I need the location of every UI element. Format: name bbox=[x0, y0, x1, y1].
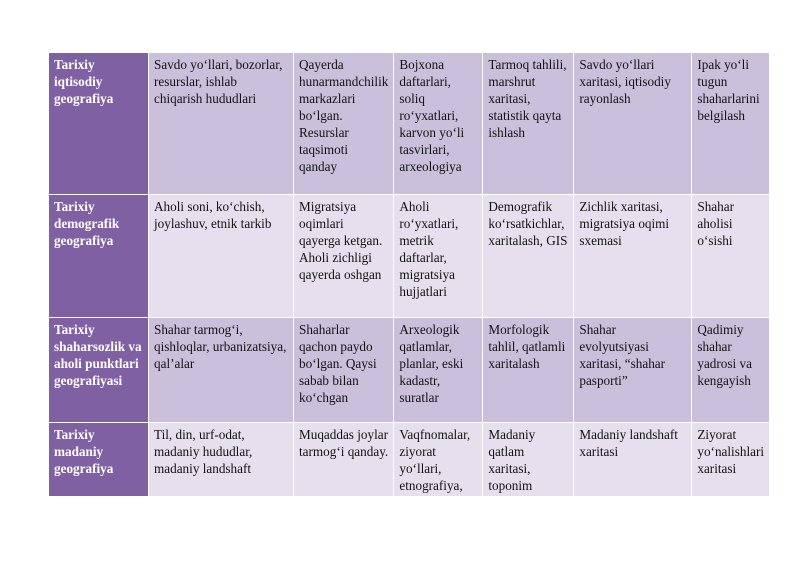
table-cell: Shaharlar qachon paydo bo‘lgan. Qaysi sabab bilan ko‘chgan bbox=[294, 318, 394, 423]
table-row bbox=[49, 195, 770, 318]
geography-table bbox=[48, 52, 770, 497]
table-cell: Til, din, urf-odat, madaniy hududlar, madaniy landshaft bbox=[149, 423, 294, 497]
table-cell: Aholi soni, ko‘chish, joylashuv, etnik tarkib bbox=[149, 195, 294, 318]
table-cell: Bojxona daftarlari, soliq ro‘yxatlari, karvon yo‘li tasvirlari, arxeologiya bbox=[394, 53, 483, 195]
table-cell: Shahar evolyutsiyasi xaritasi, “shahar pasporti” bbox=[574, 318, 692, 423]
table-cell: Ipak yo‘li tugun shaharlarini belgilash bbox=[692, 53, 770, 195]
table-cell: Ziyorat yo‘nalishlari xaritasi bbox=[692, 423, 770, 497]
table-cell: Demografik ko‘rsatkichlar, xaritalash, GIS bbox=[483, 195, 574, 318]
table-row bbox=[49, 53, 770, 195]
table-cell: Arxeologik qatlamlar, planlar, eski kadastr, suratlar bbox=[394, 318, 483, 423]
table-cell: Savdo yo‘llari xaritasi, iqtisodiy rayonlash bbox=[574, 53, 692, 195]
table-cell: Tarmoq tahlili, marshrut xaritasi, statistik qayta ishlash bbox=[483, 53, 574, 195]
table-cell: Qadimiy shahar yadrosi va kengayish bbox=[692, 318, 770, 423]
row-header: Tarixiy demografik geografiya bbox=[49, 195, 149, 318]
table-cell: Qayerda hunarmandchilik markazlari bo‘lgan. Resurslar taqsimoti qanday bbox=[294, 53, 394, 195]
table-cell: Shahar tarmog‘i, qishloqlar, urbanizatsiya, qal’alar bbox=[149, 318, 294, 423]
table-cell: Shahar aholisi o‘sishi bbox=[692, 195, 770, 318]
table-cell: Zichlik xaritasi, migratsiya oqimi sxemasi bbox=[574, 195, 692, 318]
row-header: Tarixiy madaniy geografiya bbox=[49, 423, 149, 497]
table-cell: Migratsiya oqimlari qayerga ketgan. Aholi zichligi qayerda oshgan bbox=[294, 195, 394, 318]
table-cell: Aholi ro‘yxatlari, metrik daftarlar, migratsiya hujjatlari bbox=[394, 195, 483, 318]
row-header: Tarixiy shaharsozlik va aholi punktlari geografiyasi bbox=[49, 318, 149, 423]
table-cell: Vaqfnomalar, ziyorat yo‘llari, etnografiya, bbox=[394, 423, 483, 497]
table-cell: Morfologik tahlil, qatlamli xaritalash bbox=[483, 318, 574, 423]
table-row bbox=[49, 318, 770, 423]
row-header: Tarixiy iqtisodiy geografiya bbox=[49, 53, 149, 195]
table-cell: Madaniy landshaft xaritasi bbox=[574, 423, 692, 497]
table-cell: Savdo yo‘llari, bozorlar, resurslar, ishlab chiqarish hududlari bbox=[149, 53, 294, 195]
table-cell: Muqaddas joylar tarmog‘i qanday. bbox=[294, 423, 394, 497]
table-cell: Madaniy qatlam xaritasi, toponim bbox=[483, 423, 574, 497]
table-row bbox=[49, 423, 770, 497]
